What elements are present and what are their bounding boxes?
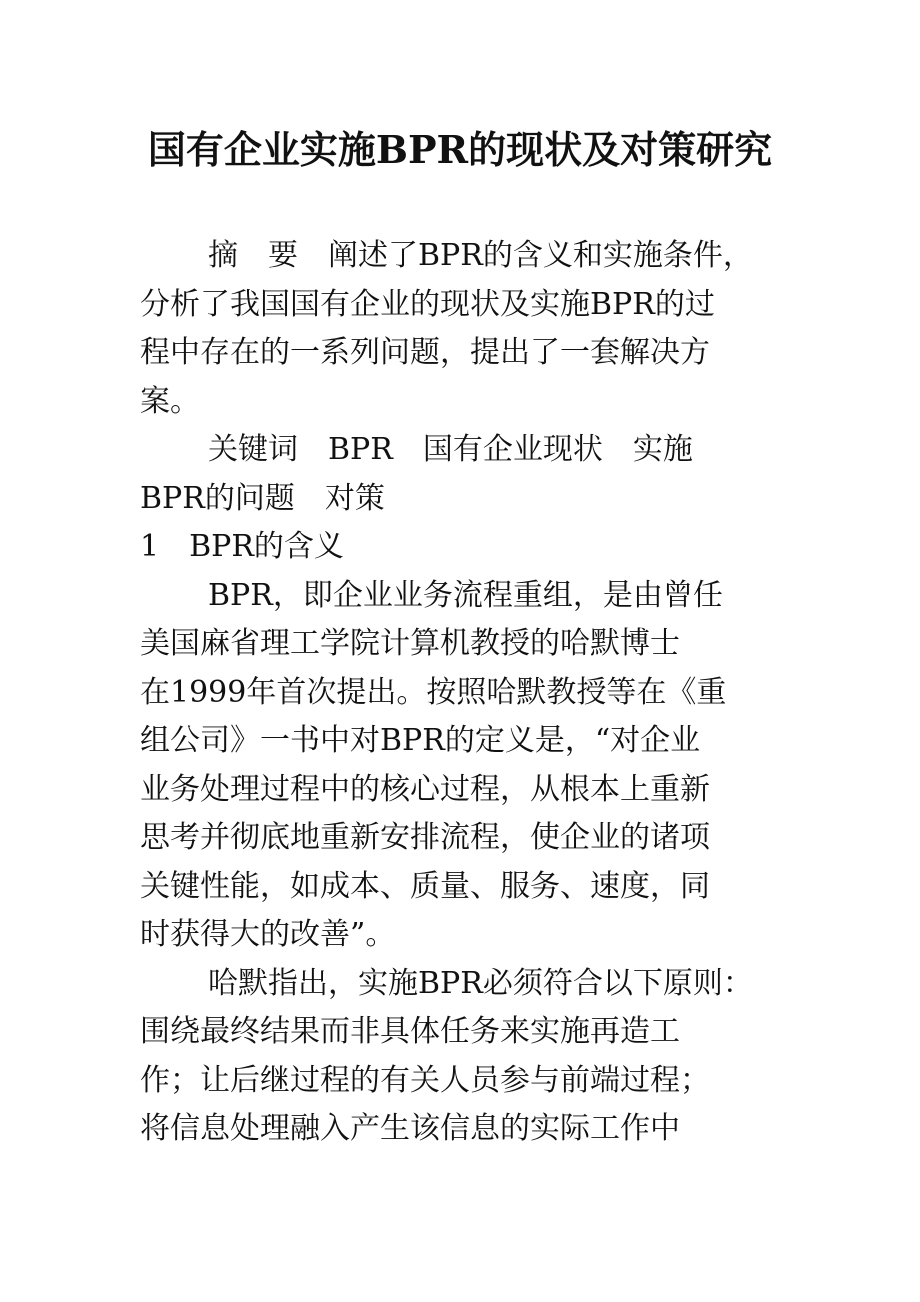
document-title: 国有企业实施BPR的现状及对策研究 bbox=[147, 127, 773, 172]
paragraph-line: 组公司》一书中对BPR的定义是，“对企业 bbox=[140, 723, 701, 758]
paragraph-line: 关键性能，如成本、质量、服务、速度，同 bbox=[140, 868, 710, 904]
section-heading: 1 BPR的含义 bbox=[140, 529, 344, 564]
paragraph-line: 业务处理过程中的核心过程，从根本上重新 bbox=[140, 771, 710, 807]
paragraph-line: BPR，即企业业务流程重组，是由曾任 bbox=[208, 577, 723, 613]
paragraph-line: 时获得大的改善”。 bbox=[140, 917, 396, 952]
paragraph-line: 围绕最终结果而非具体任务来实施再造工 bbox=[140, 1014, 680, 1049]
paragraph-line: 思考并彻底地重新安排流程，使企业的诸项 bbox=[140, 820, 710, 855]
paragraph-line: 哈默指出，实施BPR必须符合以下原则： bbox=[208, 965, 753, 1001]
abstract-line: 摘 要 阐述了BPR的含义和实施条件， bbox=[208, 238, 753, 273]
paragraph-line: 将信息处理融入产生该信息的实际工作中 bbox=[140, 1111, 680, 1146]
keywords-line: BPR的问题 对策 bbox=[140, 480, 385, 516]
paragraph-line: 美国麻省理工学院计算机教授的哈默博士 bbox=[140, 626, 680, 661]
abstract-line: 程中存在的一系列问题，提出了一套解决方 bbox=[140, 335, 710, 370]
document-body bbox=[140, 232, 790, 1154]
keywords-line: 关键词 BPR 国有企业现状 实施 bbox=[208, 432, 693, 467]
abstract-line: 案。 bbox=[140, 383, 200, 419]
paragraph-line: 作；让后继过程的有关人员参与前端过程； bbox=[140, 1062, 710, 1098]
abstract-line: 分析了我国国有企业的现状及实施BPR的过 bbox=[140, 286, 715, 322]
paragraph-line: 在1999年首次提出。按照哈默教授等在《重 bbox=[140, 674, 727, 710]
